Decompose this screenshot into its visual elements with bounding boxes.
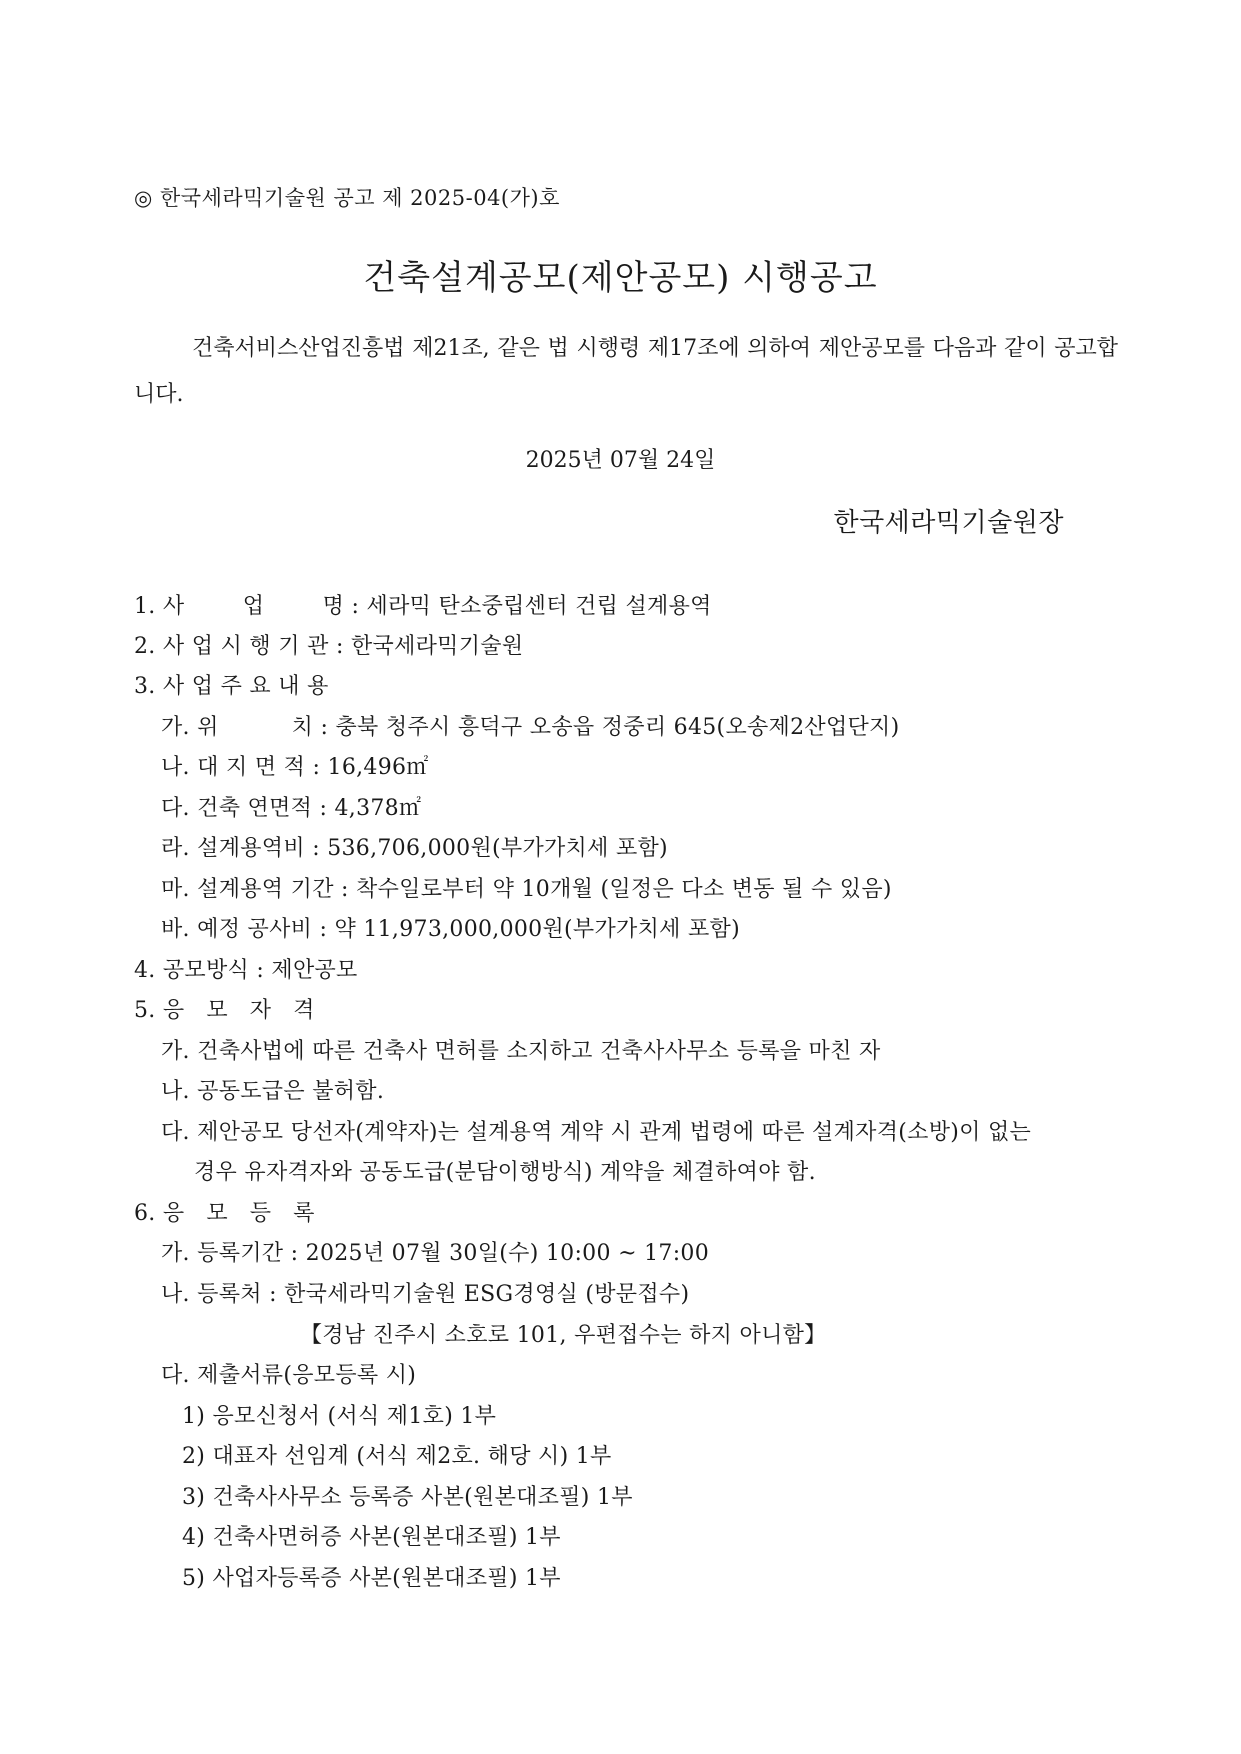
item-main-content: 3. 사 업 주 요 내 용 — [134, 674, 329, 699]
item-executing-agency: 2. 사 업 시 행 기 관 : 한국세라믹기술원 — [134, 634, 524, 659]
eligibility-license: 가. 건축사법에 따른 건축사 면허를 소지하고 건축사사무소 등록을 마친 자 — [161, 1039, 881, 1064]
eligibility-joint: 나. 공동도급은 불허함. — [161, 1079, 385, 1104]
item-design-period: 마. 설계용역 기간 : 착수일로부터 약 10개월 (일정은 다소 변동 될 수 있음) — [161, 877, 892, 902]
intro-paragraph: 건축서비스산업진흥법 제21조, 같은 법 시행령 제17조에 의하여 제안공모를 다음과 같이 공고합니다. — [134, 336, 1118, 407]
item-construction-cost: 바. 예정 공사비 : 약 11,973,000,000원(부가가치세 포함) — [161, 917, 740, 942]
submission-documents: 다. 제출서류(응모등록 시) — [161, 1363, 417, 1388]
notice-date: 2025년 07월 24일 — [525, 448, 716, 473]
eligibility-winner-line2: 경우 유자격자와 공동도급(분담이행방식) 계약을 체결하여야 함. — [194, 1160, 816, 1185]
item-eligibility: 5. 응 모 자 격 — [134, 998, 315, 1023]
doc-item: 1) 응모신청서 (서식 제1호) 1부 — [182, 1404, 497, 1429]
item-design-fee: 라. 설계용역비 : 536,706,000원(부가가치세 포함) — [161, 836, 668, 861]
doc-item: 2) 대표자 선임계 (서식 제2호. 해당 시) 1부 — [182, 1444, 612, 1469]
item-site-area: 나. 대 지 면 적 : 16,496㎡ — [161, 755, 429, 780]
eligibility-winner-line1: 다. 제안공모 당선자(계약자)는 설계용역 계약 시 관계 법령에 따른 설계자격(소방)이 없는 — [161, 1120, 1032, 1145]
doc-item: 3) 건축사사무소 등록증 사본(원본대조필) 1부 — [182, 1485, 633, 1510]
registration-period: 가. 등록기간 : 2025년 07월 30일(수) 10:00 ~ 17:00 — [161, 1241, 709, 1266]
registration-address-note: 【경남 진주시 소호로 101, 우편접수는 하지 아니함】 — [300, 1323, 827, 1348]
item-registration: 6. 응 모 등 록 — [134, 1201, 315, 1226]
signer: 한국세라믹기술원장 — [833, 508, 1064, 538]
item-location: 가. 위 치 : 충북 청주시 흥덕구 오송읍 정중리 645(오송제2산업단지) — [161, 715, 900, 740]
registration-place: 나. 등록처 : 한국세라믹기술원 ESG경영실 (방문접수) — [161, 1282, 690, 1307]
item-competition-method: 4. 공모방식 : 제안공모 — [134, 958, 358, 983]
item-project-name: 1. 사 업 명 : 세라믹 탄소중립센터 건립 설계용역 — [134, 594, 712, 619]
doc-item: 5) 사업자등록증 사본(원본대조필) 1부 — [182, 1566, 561, 1591]
item-floor-area: 다. 건축 연면적 : 4,378㎡ — [161, 796, 422, 821]
notice-number: ◎ 한국세라믹기술원 공고 제 2025-04(가)호 — [134, 186, 560, 210]
page-title: 건축설계공모(제안공모) 시행공고 — [363, 258, 878, 298]
doc-item: 4) 건축사면허증 사본(원본대조필) 1부 — [182, 1525, 561, 1550]
